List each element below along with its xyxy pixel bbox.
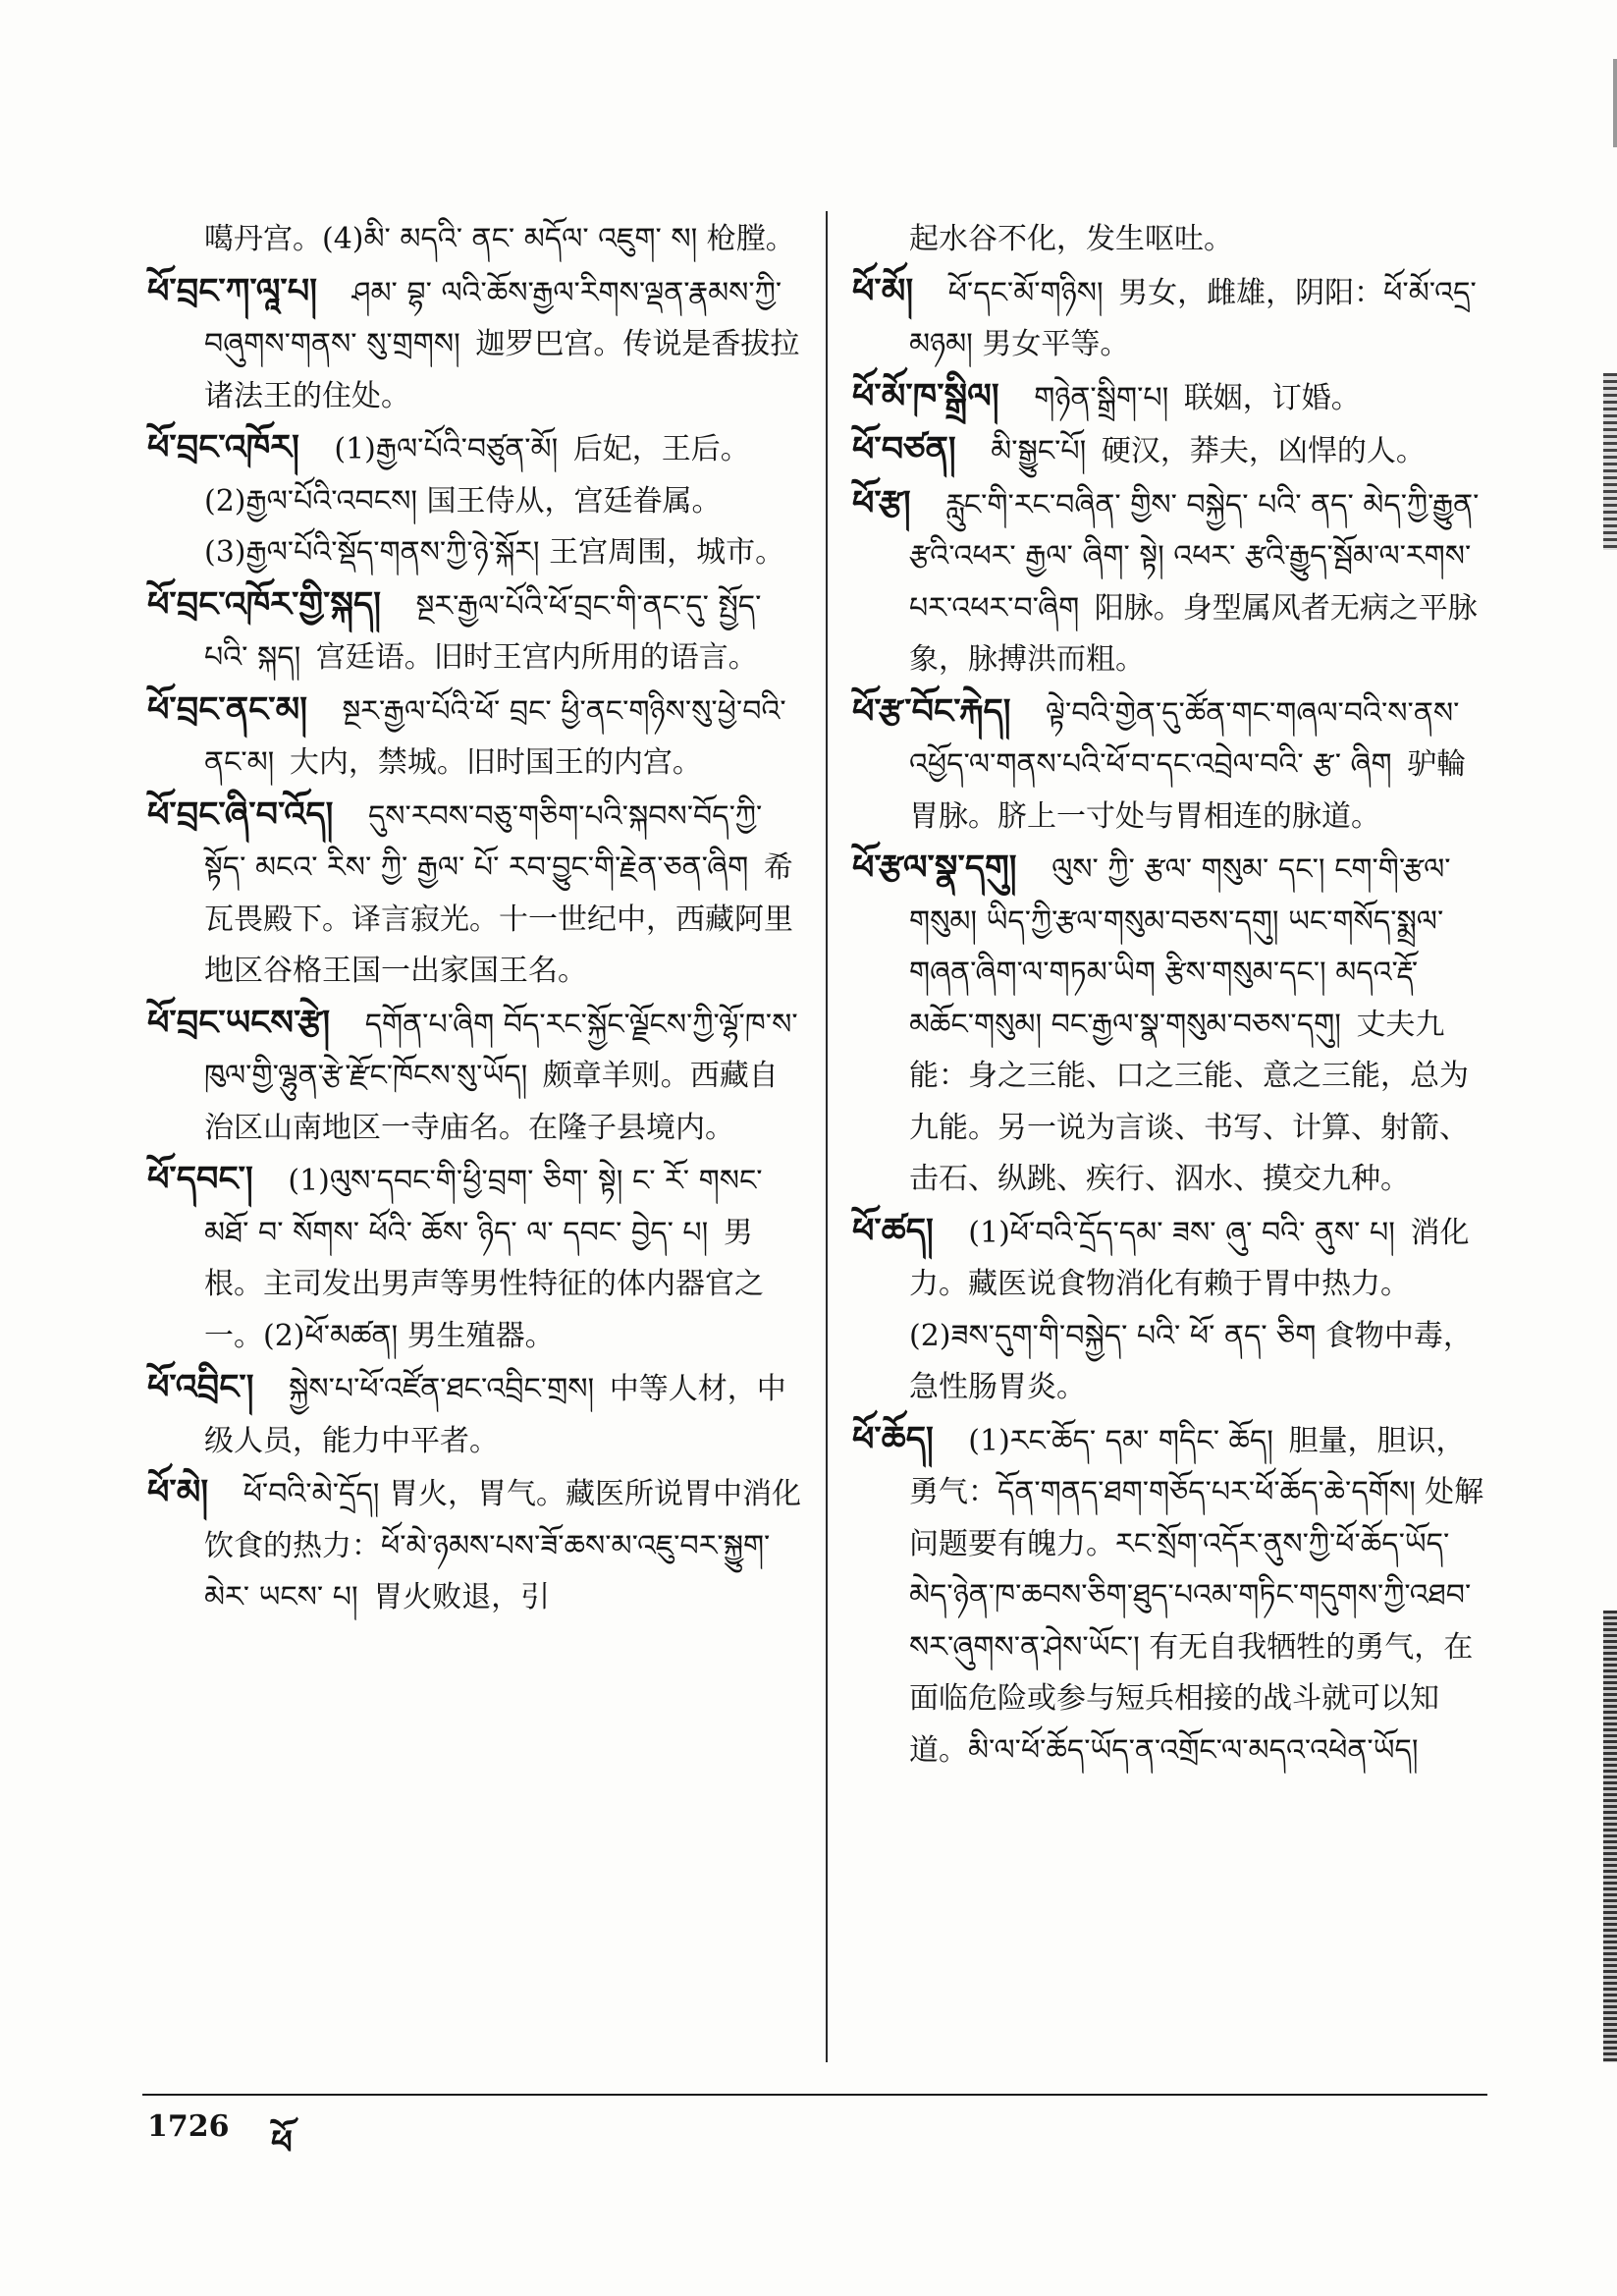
- entry-tibetan-definition: དུས་རབས་བཅུ་གཅིག་པའི་སྐབས་བོད་ཀྱི་སྟོད་ མངའ་ རིས་ ཀྱི་ རྒྱལ་ པོ་ རབ་བྱུང་གི་རྗེན་ཅན་ཞིག: [204, 798, 763, 885]
- entry-tibetan-definition: སྔར་རྒྱལ་པོའི་ཕོ་ བྲང་ ཕྱི་ནང་གཉིས་སུ་ཕྱེ་བའི་ནང་མ།: [204, 693, 786, 780]
- entry-chinese-definition: 丈夫九能：身之三能、口之三能、意之三能，总为九能。另一说为言谈、书写、计算、射箭、击石、纵跳、疾行、泅水、摸交九种。: [909, 1007, 1469, 1196]
- footer-rule: [142, 2094, 1487, 2096]
- dictionary-entry: [852, 266, 1490, 371]
- entry-headword: ཕོ་བཙན།: [852, 429, 956, 469]
- dictionary-entry: [147, 1467, 803, 1624]
- entry-chinese-definition: 硬汉，莽夫，凶悍的人。: [1101, 434, 1426, 468]
- entry-chinese-definition: 中等人材，中级人员，能力中平者。: [204, 1372, 786, 1458]
- dictionary-entry: [852, 371, 1490, 425]
- entry-chinese-definition: 迦罗巴宫。传说是香拔拉诸法王的住处。: [204, 327, 800, 413]
- entry-chinese-definition: 消化力。藏医说食物消化有赖于胃中热力。(2)ཟས་དུག་གི་བསྐྱེད་ པའི་ ཕོ་ ནད་ ཅིག 食物中毒，急性肠胃炎。: [909, 1215, 1473, 1404]
- entry-tibetan-definition: ཤམ་ བྷ་ ལའི་ཆོས་རྒྱལ་རིགས་ལྡན་རྣམས་ཀྱི་བཞུགས་གནས་ སུ་གྲགས།: [204, 275, 782, 361]
- scan-edge-mark: [1603, 373, 1617, 550]
- column-divider: [826, 211, 828, 2062]
- scan-edge-mark: [1603, 1611, 1617, 2062]
- left-column: [147, 214, 803, 1624]
- page-number: 1726: [147, 2109, 230, 2144]
- right-lead-in: [852, 214, 1490, 266]
- entry-headword: ཕོ་ཚད།: [852, 1210, 934, 1251]
- entry-headword: ཕོ་མོ།: [852, 270, 914, 311]
- entry-tibetan-definition: ཕོ་དང་མོ་གཉིས།: [947, 275, 1104, 310]
- running-head: ཕོ: [271, 2123, 293, 2162]
- entry-tibetan-definition: (1)ལུས་དབང་གི་ཕྱི་བྲག་ ཅིག་ སྟེ། ང་ རོ་ གསང་ མཐོ་ བ་ སོགས་ ཕོའི་ ཆོས་ ཉིད་ ལ་ དབང་ བྱེད་ པ།: [204, 1164, 763, 1250]
- entry-headword: ཕོ་བྲང་ཞི་བ་འོད།: [147, 793, 334, 835]
- dictionary-entry: [147, 684, 803, 790]
- entry-chinese-definition: 颇章羊则。西藏自治区山南地区一寺庙名。在隆子县境内。: [204, 1059, 779, 1145]
- dictionary-entry: [147, 422, 803, 579]
- entry-tibetan-definition: མི་སྒྱུང་པོ།: [991, 434, 1087, 468]
- entry-chinese-definition: 胃火败退，引: [373, 1580, 551, 1614]
- entry-chinese-definition: 阳脉。身型属风者无病之平脉象，脉搏洪而粗。: [909, 590, 1478, 677]
- entry-tibetan-definition: ལྟེ་བའི་གྱེན་དུ་ཚོན་གང་གཞལ་བའི་ས་ནས་འཕྱོད་ལ་གནས་པའི་ཕོ་བ་དང་འབྲེལ་བའི་ རྩ་ ཞིག: [909, 695, 1460, 782]
- entry-headword: ཕོ་བྲང་ཡངས་རྩེ།: [147, 1002, 331, 1043]
- dictionary-entry: [852, 478, 1490, 686]
- entry-tibetan-definition: གཉེན་སྒྲིག་པ།: [1034, 380, 1169, 415]
- dictionary-entry: [852, 843, 1490, 1206]
- entry-chinese-definition: 宫廷语。旧时王宫内所用的语言。: [315, 640, 758, 675]
- entry-chinese-definition: 男根。主司发出男声等男性特征的体内器官之一。(2)ཕོ་མཚན། 男生殖器。: [204, 1215, 764, 1353]
- entry-chinese-definition: 驴輪胃脉。脐上一寸处与胃相连的脉道。: [909, 747, 1467, 834]
- dictionary-entry: [852, 686, 1490, 844]
- entry-chinese-definition: 大内，禁城。旧时国王的内宫。: [289, 745, 702, 780]
- left-entries: [147, 266, 803, 1624]
- dictionary-entry: [147, 579, 803, 684]
- dictionary-entry: [147, 1154, 803, 1362]
- entry-tibetan-definition: དགོན་པ་ཞིག བོད་རང་སྐྱོང་ལྗོངས་ཀྱི་ལྷོ་ཁ་ས་ཁུལ་གྱི་ལྷུན་རྩེ་རྫོང་ཁོངས་སུ་ཡོད།: [204, 1007, 798, 1093]
- dictionary-entry: [852, 1206, 1490, 1414]
- entry-headword: ཕོ་དབང་།: [147, 1159, 253, 1199]
- entry-chinese-definition: 后妃，王后。(2)རྒྱལ་པོའི་འབངས། 国王侍从，宫廷眷属。(3)རྒྱལ་པོའི་སྡོད་གནས་ཀྱི་ཉེ་སྐོར། 王宫周围，城市。: [204, 432, 785, 570]
- entry-headword: ཕོ་བྲང་འཁོར།: [147, 427, 299, 467]
- entry-headword: ཕོ་རྩ།: [852, 482, 911, 523]
- entry-headword: ཕོ་མོ་ཁ་སྒྲིལ།: [852, 375, 999, 416]
- entry-headword: ཕོ་ཆོད།: [852, 1418, 934, 1459]
- scan-edge-mark: [1613, 59, 1617, 147]
- dictionary-entry: [852, 424, 1490, 478]
- right-column: [852, 214, 1490, 1777]
- entry-headword: ཕོ་རྩ་བོང་རྐེད།: [852, 690, 1011, 732]
- dictionary-entry: [147, 266, 803, 423]
- entry-tibetan-definition: རླུང་གི་རང་བཞིན་ གྱིས་ བསྐྱེད་ པའི་ ནད་ མེད་ཀྱི་རྒྱུན་རྩའི་འཕར་ རྒྱལ་ ཞིག་ སྟེ། འཕར་ རྩའི་རྒྱུད་སྦོམ་ལ་རགས་པར་འཕར་བ་ཞིག: [909, 487, 1480, 626]
- entry-chinese-definition: 联姻，订婚。: [1183, 380, 1361, 415]
- entry-tibetan-definition: (1)རྒྱལ་པོའི་བཙུན་མོ།: [334, 432, 559, 466]
- entry-tibetan-definition: ལུས་ ཀྱི་ རྩལ་ གསུམ་ དང་། ངག་གི་རྩལ་གསུམ། ཡིད་ཀྱི་རྩལ་གསུམ་བཅས་དགུ། ཡང་གསོད་སྨྲལ་གཞན་ཞིག་ལ་གཏམ་ཡིག རྩིས་གསུམ་དང་། མདའ་རྡོ་ མཆོང་གསུམ། བང་རྒྱལ་སྣ་གསུམ་བཅས་དགུ།: [909, 852, 1451, 1042]
- entry-tibetan-definition: ཕོ་བའི་མེ་དྲོད། 胃火，胃气。藏医所说胃中消化饮食的热力：ཕོ་མེ་ཉམས་པས་ཟོ་ཆས་མ་འཇུ་བར་སྐྱུག་ མེར་ ཡངས་ པ།: [204, 1477, 801, 1614]
- entry-headword: ཕོ་མེ།: [147, 1472, 209, 1512]
- left-lead-in: [147, 214, 803, 266]
- dictionary-entry: [147, 790, 803, 998]
- entry-chinese-definition: 男女，雌雄，阴阳：ཕོ་མོ་འདྲ་མཉམ། 男女平等。: [909, 275, 1477, 361]
- entry-tibetan-definition: སྔར་རྒྱལ་པོའི་ཕོ་བྲང་གི་ནང་དུ་ སྤྱོད་ པའི་ སྐད།: [204, 588, 762, 675]
- left-lead-in-zh: 噶丹宫。(4)མི་ མདའི་ ནང་ མདོལ་ འཇུག་ ས། 枪膛。: [204, 222, 795, 256]
- entry-chinese-definition: 希瓦畏殿下。译言寂光。十一世纪中，西藏阿里地区谷格王国一出家国王名。: [204, 850, 793, 988]
- entry-tibetan-definition: སྐྱེས་པ་ཕོ་འཛོན་ཐང་འབྲིང་གྲས།: [289, 1372, 595, 1406]
- right-lead-in-zh: 起水谷不化，发生呕吐。: [909, 222, 1233, 256]
- entry-chinese-definition: 胆量，胆识，勇气：དོན་གནད་ཐག་གཅོད་པར་ཕོ་ཆོད་ཆེ་དགོས། 处解问题要有魄力。རང་སྲོག་འདོར་ནུས་ཀྱི་ཕོ་ཆོད་ཡོད་མེད་ཉེན་ཁ་ཆབས་ཅིག་ཐུད་པའམ་གཏིང་གདུགས་ཀྱི་འཐབ་སར་ཞུགས་ན་ཤེས་ཡོང་། 有无自我牺牲的勇气，在面临危险或参与短兵相接的战斗就可以知道。མི་ལ་ཕོ་ཆོད་ཡོད་ན་འགྲོང་ལ་མདའ་འཕེན་ཡོད།: [909, 1423, 1484, 1768]
- dictionary-entry: [147, 998, 803, 1155]
- entry-headword: ཕོ་འབྲིང་།: [147, 1367, 254, 1407]
- right-entries: [852, 266, 1490, 1777]
- entry-headword: ཕོ་བྲང་ནང་མ།: [147, 688, 307, 730]
- dictionary-entry: [852, 1414, 1490, 1777]
- entry-headword: ཕོ་བྲང་ཀ་ལཱ་པ།: [147, 270, 317, 311]
- entry-tibetan-definition: (1)ཕོ་བའི་དྲོད་དམ་ ཟས་ ཞུ་ བའི་ ནུས་ པ།: [968, 1215, 1395, 1250]
- dictionary-entry: [147, 1362, 803, 1467]
- entry-tibetan-definition: (1)རང་ཆོད་ དམ་ གདིང་ ཆོད།: [968, 1423, 1273, 1458]
- entry-headword: ཕོ་བྲང་འཁོར་གྱི་སྐད།: [147, 583, 382, 625]
- entry-headword: ཕོ་རྩལ་སྣ་དགུ།: [852, 847, 1017, 888]
